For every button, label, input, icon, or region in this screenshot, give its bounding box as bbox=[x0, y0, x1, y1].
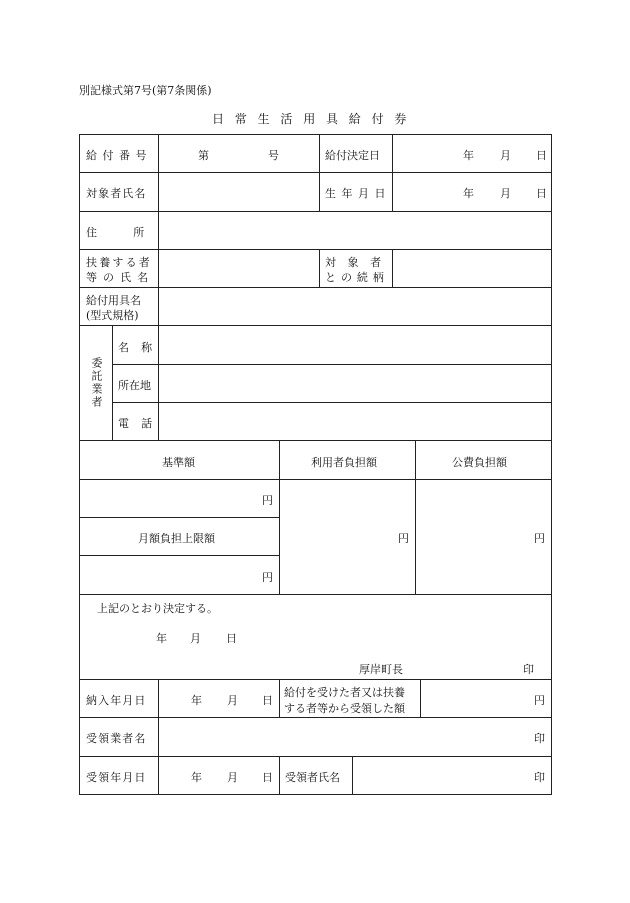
contractor-phone-label: 電話 bbox=[118, 417, 165, 430]
form-number: 別記様式第7号(第7条関係) bbox=[79, 84, 212, 97]
decision-statement: 上記のとおり決定する。 bbox=[97, 602, 218, 615]
monthly-cap-label: 月額負担上限額 bbox=[138, 532, 215, 545]
received-amount-label-line2: する者等から受領した額 bbox=[284, 702, 405, 715]
received-amount-yen: 円 bbox=[534, 694, 545, 707]
received-date-month: 月 bbox=[227, 771, 238, 784]
received-date-year: 年 bbox=[191, 771, 202, 784]
paid-date-month: 月 bbox=[227, 694, 238, 707]
decision-date-day: 日 bbox=[536, 149, 547, 162]
grant-number-suffix: 号 bbox=[268, 149, 279, 162]
relationship-label-line2: との続柄 bbox=[325, 271, 389, 284]
public-burden-yen: 円 bbox=[534, 532, 545, 545]
decision-date-year-2: 年 bbox=[156, 632, 167, 645]
public-burden-header: 公費負担額 bbox=[452, 456, 507, 469]
receiver-company-label: 受領業者名 bbox=[86, 732, 147, 745]
user-burden-yen: 円 bbox=[398, 532, 409, 545]
supporter-label-line1: 扶養する者 bbox=[86, 256, 152, 269]
contractor-group-label: 委託業者 bbox=[90, 357, 103, 409]
base-amount-header: 基準額 bbox=[162, 456, 195, 469]
received-date-label: 受領年月日 bbox=[86, 771, 147, 784]
address-label: 住所 bbox=[86, 226, 181, 239]
user-burden-header: 利用者負担額 bbox=[311, 456, 377, 469]
subject-name-label: 対象者氏名 bbox=[86, 187, 147, 200]
decision-date-month-2: 月 bbox=[190, 632, 201, 645]
paid-date-year: 年 bbox=[191, 694, 202, 707]
birth-date-year: 年 bbox=[463, 187, 474, 200]
contractor-name-label: 名称 bbox=[118, 341, 165, 354]
grant-number-prefix: 第 bbox=[198, 149, 209, 162]
equipment-label-line2: (型式規格) bbox=[86, 309, 139, 322]
received-amount-label-line1: 給付を受けた者又は扶養 bbox=[284, 686, 405, 699]
birth-date-month: 月 bbox=[500, 187, 511, 200]
mayor-title: 厚岸町長 bbox=[359, 663, 403, 676]
equipment-label-line1: 給付用具名 bbox=[86, 294, 141, 307]
relationship-label-line1: 対象者 bbox=[325, 256, 393, 269]
contractor-location-label: 所在地 bbox=[118, 379, 151, 392]
received-date-day: 日 bbox=[262, 771, 273, 784]
base-amount-yen: 円 bbox=[262, 494, 273, 507]
supporter-label-line2: 等の氏名 bbox=[86, 271, 155, 284]
decision-date-month: 月 bbox=[500, 149, 511, 162]
paid-date-label: 納入年月日 bbox=[86, 694, 147, 707]
receiver-name-seal: 印 bbox=[534, 771, 545, 784]
receiver-company-seal: 印 bbox=[534, 732, 545, 745]
decision-date-day-2: 日 bbox=[226, 632, 237, 645]
birth-date-label: 生年月日 bbox=[325, 187, 391, 200]
paid-date-day: 日 bbox=[262, 694, 273, 707]
mayor-seal: 印 bbox=[523, 663, 534, 676]
form-title: 日常生活用具給付券 bbox=[212, 112, 418, 126]
decision-date-year: 年 bbox=[463, 149, 474, 162]
monthly-cap-yen: 円 bbox=[262, 571, 273, 584]
decision-date-label: 給付決定日 bbox=[325, 149, 380, 162]
receiver-name-label: 受領者氏名 bbox=[285, 771, 340, 784]
birth-date-day: 日 bbox=[536, 187, 547, 200]
grant-number-label: 給付番号 bbox=[86, 149, 152, 162]
